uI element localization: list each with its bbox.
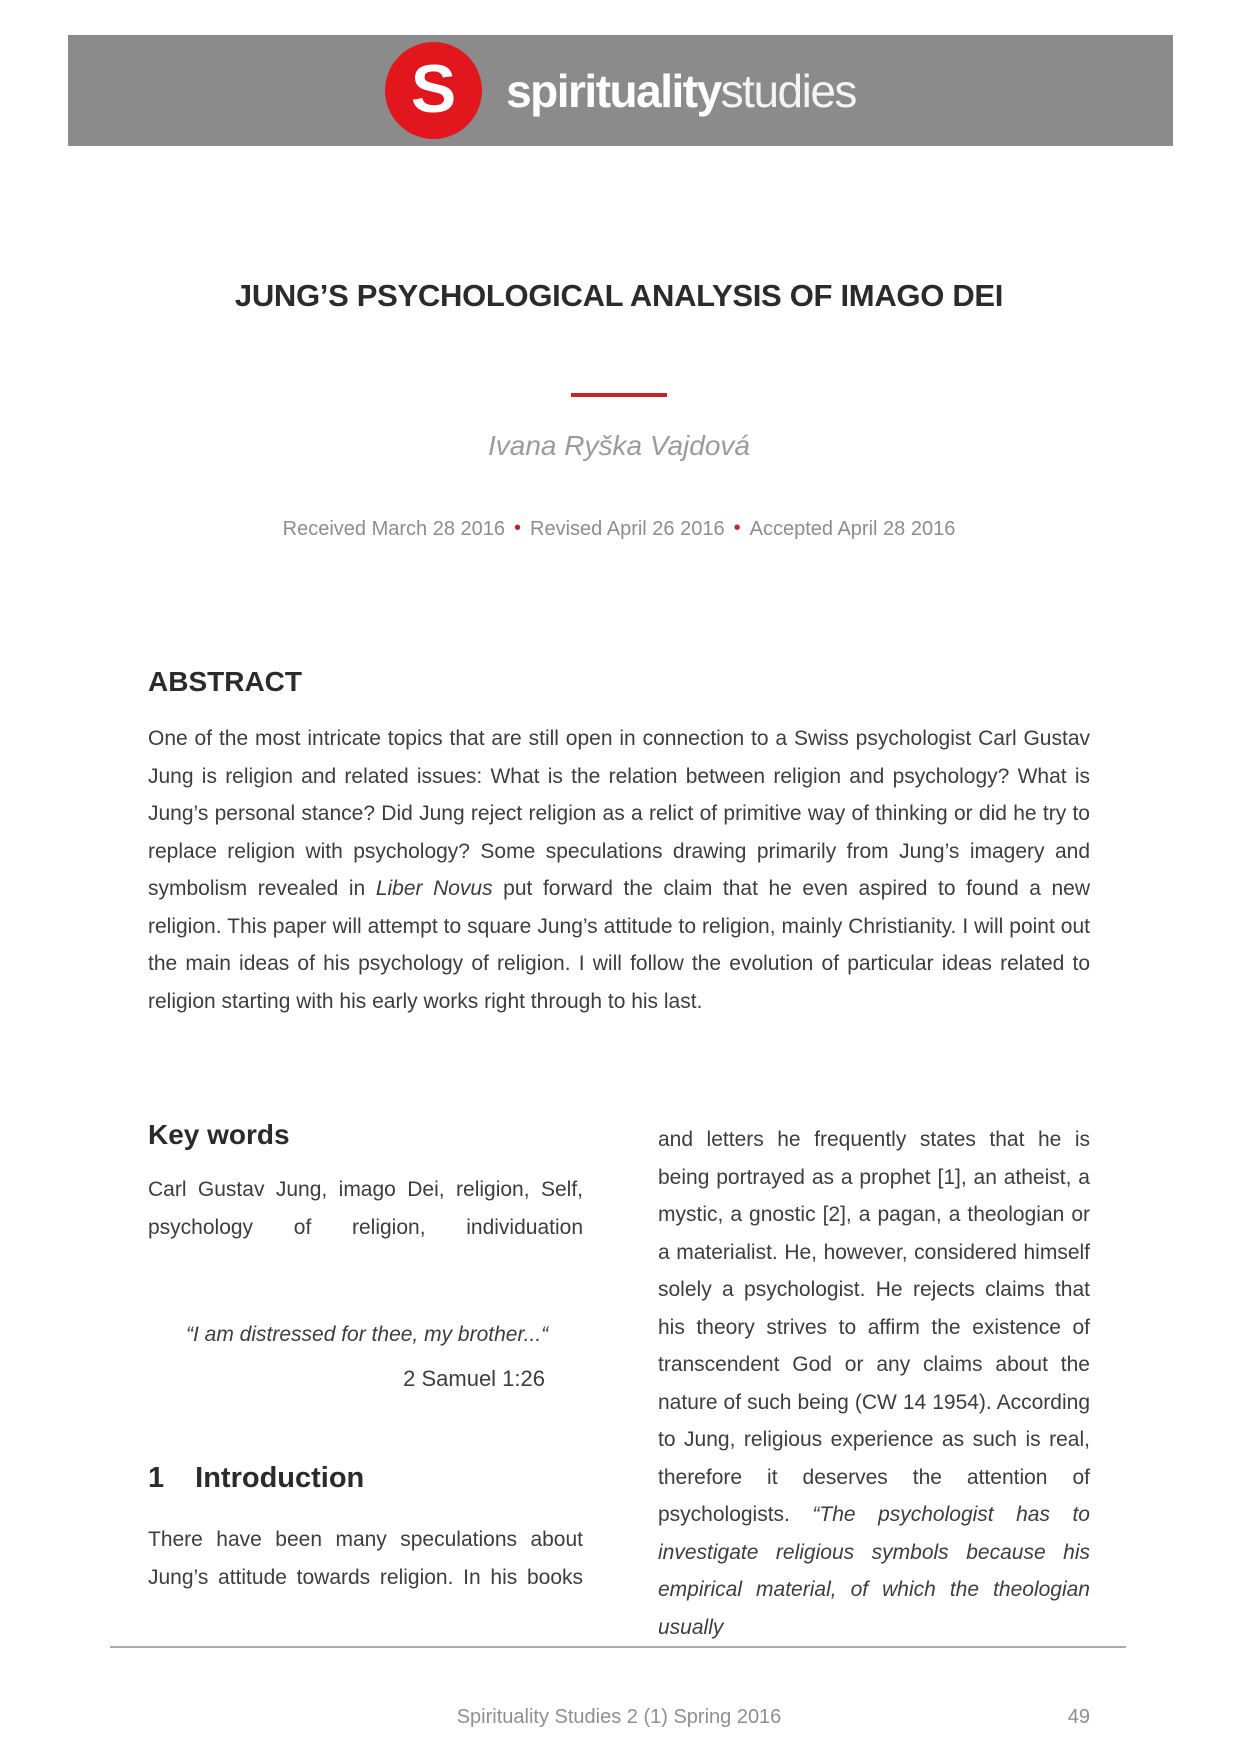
section-number: 1	[148, 1462, 165, 1494]
journal-logo	[385, 42, 856, 139]
epigraph-quote: “I am distressed for thee, my brother...“	[186, 1323, 549, 1346]
title-divider	[571, 393, 667, 397]
date-revised: Revised April 26 2016	[530, 518, 725, 540]
keywords-heading: Key words	[148, 1119, 290, 1150]
keywords-text: Carl Gustav Jung, imago Dei, religion, Self, psychology of religion, individuation	[148, 1178, 583, 1239]
introduction-text-right: and letters he frequently states that he is being portrayed as a prophet [1], an atheist, a mystic, a gnostic [2], a pagan, a theologian or a materialist. He, however, considered himself solely a psychologist. He rejects claims that his theory strives to affirm the existence of transcendent God or any claims about the nature of such being (CW 14 1954). According to Jung, religious experience as such is real, therefore it deserves the attention of psychologists. “The psychologist has to investigate religious symbols because his empirical material, of which the theologian usually	[658, 1128, 1090, 1639]
brand-light: studies	[720, 64, 856, 117]
date-accepted: Accepted April 28 2016	[749, 518, 956, 540]
footer-page-number: 49	[1067, 1706, 1090, 1728]
journal-brand	[506, 64, 856, 118]
article-author: Ivana Ryška Vajdová	[488, 430, 750, 461]
footer-journal-title: Spirituality Studies 2 (1) Spring 2016	[456, 1706, 782, 1728]
epigraph-attribution: 2 Samuel 1:26	[403, 1366, 545, 1391]
abstract-heading: ABSTRACT	[148, 666, 302, 697]
bullet-separator-icon: •	[514, 517, 522, 539]
logo-letter: S	[410, 50, 457, 127]
abstract-text: One of the most intricate topics that are still open in connection to a Swiss psychologist Carl Gustav Jung is religion and related issues: What is the relation between religion and psychology? What is Jung’s personal stance? Did Jung reject religion as a relict of primitive way of thinking or did he try to replace religion with psychology? Some speculations drawing primarily from Jung’s imagery and symbolism revealed in Liber Novus put forward the claim that he even aspired to found a new religion. This paper will attempt to square Jung’s attitude to religion, mainly Christianity. I will point out the main ideas of his psychology of religion. I will follow the evolution of particular ideas related to religion starting with his early works right through to his last.	[148, 727, 1090, 1013]
section-title: Introduction	[195, 1462, 365, 1494]
logo-s-icon	[385, 42, 482, 139]
introduction-heading	[148, 1462, 364, 1495]
journal-header-banner	[68, 35, 1173, 146]
introduction-text-left: There have been many speculations about Jung’s attitude towards religion. In his books	[148, 1528, 583, 1589]
epigraph	[186, 1320, 549, 1392]
footer-divider	[110, 1646, 1126, 1648]
date-received: Received March 28 2016	[282, 518, 506, 540]
bullet-separator-icon: •	[733, 517, 741, 539]
article-dates	[148, 518, 1090, 541]
brand-bold: spirituality	[506, 64, 721, 117]
article-title: JUNG’S PSYCHOLOGICAL ANALYSIS OF IMAGO DEI	[234, 278, 1004, 313]
